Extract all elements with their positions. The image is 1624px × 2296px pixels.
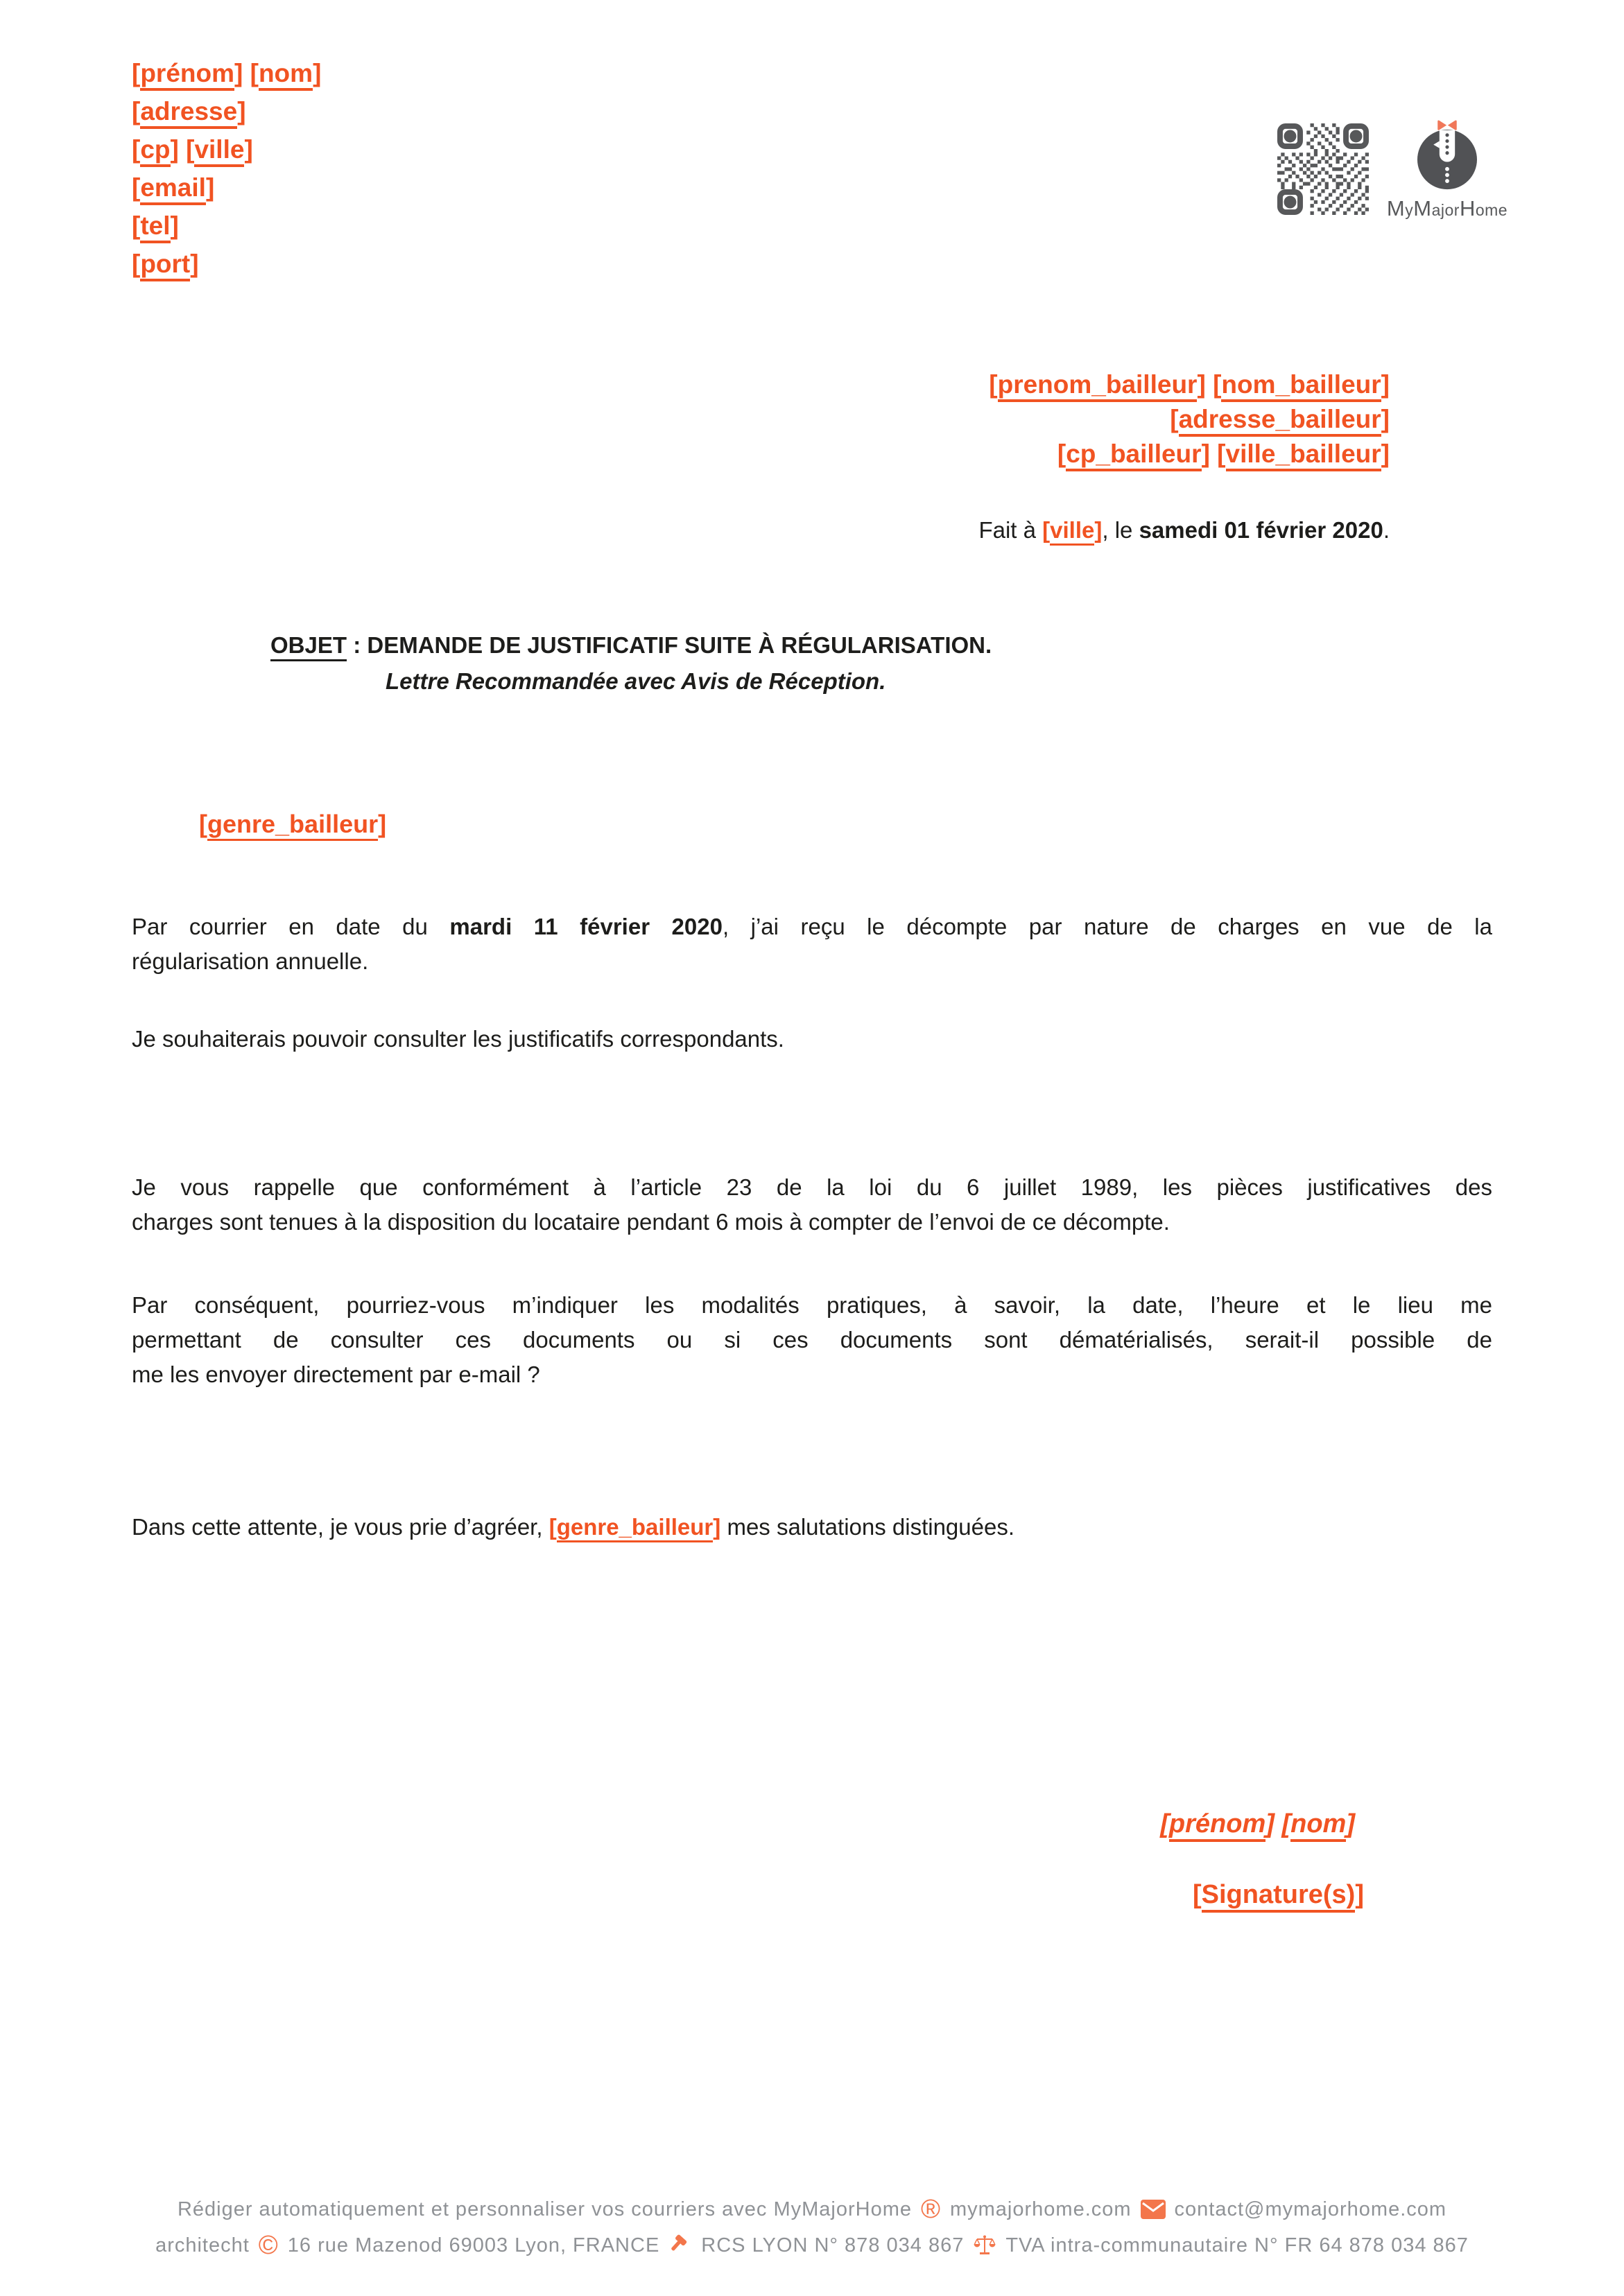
sender-name-line xyxy=(132,54,1492,92)
footer-rcs-number: RCS LYON N° 878 034 867 xyxy=(701,2234,965,2256)
placeholder-nom-bailleur: [nom_bailleur] xyxy=(1213,370,1390,402)
wordmark-letter: ome xyxy=(1475,201,1508,219)
placeholder-ville-bailleur: [ville_bailleur] xyxy=(1217,440,1390,471)
footer-tva-number: TVA intra-communautaire N° FR 64 878 034 867 xyxy=(1005,2234,1469,2256)
sender-port-line xyxy=(132,245,1492,283)
placeholder-cp: [cp] xyxy=(132,135,179,167)
placeholder-prenom: [prénom] xyxy=(132,59,243,91)
placeholder-nom: [nom] xyxy=(1281,1809,1355,1842)
registered-icon: ® xyxy=(920,2195,941,2224)
wordmark-letter: H xyxy=(1459,196,1476,220)
placeholder-genre-bailleur: [genre_bailleur] xyxy=(199,810,386,841)
footer-line-2 xyxy=(132,2232,1492,2259)
footer-company-name: architecht xyxy=(155,2234,250,2256)
date-suffix: . xyxy=(1383,517,1390,543)
page-footer xyxy=(132,2196,1492,2259)
placeholder-ville: [ville] xyxy=(186,135,253,167)
paragraph-line: charges sont tenues à la disposition du locataire pendant 6 mois à compter de l’envoi de ce décompte. xyxy=(132,1209,1170,1235)
paragraph-line: Par courrier en date du mardi 11 février 2020, j’ai reçu le décompte par nature de charges en vue de la xyxy=(132,914,1492,939)
wordmark-letter: M xyxy=(1413,196,1432,220)
paragraph-line: Par conséquent, pourriez-vous m’indiquer les modalités pratiques, à savoir, la date, l’heure et le lieu me xyxy=(132,1292,1492,1318)
paragraph-line: me les envoyer directement par e-mail ? xyxy=(132,1362,540,1387)
signature-name-line xyxy=(132,1805,1492,1843)
paragraph-modalites xyxy=(132,1288,1492,1392)
placeholder-genre-bailleur: [genre_bailleur] xyxy=(549,1514,721,1542)
placeholder-adresse-bailleur: [adresse_bailleur] xyxy=(1170,405,1390,437)
date-value: samedi 01 février 2020 xyxy=(1139,517,1383,543)
placeholder-prenom-bailleur: [prenom_bailleur] xyxy=(989,370,1206,402)
signature-label-line xyxy=(132,1876,1492,1913)
greeting-line xyxy=(132,807,1492,842)
subject-subtitle: Lettre Recommandée avec Avis de Réception. xyxy=(386,668,886,694)
placeholder-port: [port] xyxy=(132,250,199,281)
paragraph-line: régularisation annuelle. xyxy=(132,948,369,974)
subject-line xyxy=(270,627,1492,663)
paragraph-line: Je vous rappelle que conformément à l’article 23 de la loi du 6 juillet 1989, les pièces justificatives des xyxy=(132,1174,1492,1200)
placeholder-tel: [tel] xyxy=(132,211,179,243)
date-line xyxy=(132,513,1492,548)
recipient-address-line xyxy=(132,402,1390,437)
closing-line: Dans cette attente, je vous prie d’agréer, [genre_bailleur] mes salutations distinguées. xyxy=(132,1510,1492,1545)
placeholder-cp-bailleur: [cp_bailleur] xyxy=(1057,440,1210,471)
scales-icon xyxy=(973,2234,996,2257)
recipient-city-line xyxy=(132,437,1390,471)
email-link[interactable]: contact@mymajorhome.com xyxy=(1174,2198,1447,2220)
envelope-icon xyxy=(1141,2200,1166,2219)
subject-label: OBJET xyxy=(270,632,347,661)
qr-code-icon xyxy=(1277,123,1369,215)
paragraph-line: permettant de consulter ces documents ou si ces documents sont dématérialisés, serait-il possible de xyxy=(132,1327,1492,1353)
footer-line-1 xyxy=(132,2196,1492,2223)
wordmark-letter: ajor xyxy=(1431,201,1460,219)
placeholder-adresse: [adresse] xyxy=(132,97,246,129)
placeholder-signature: [Signature(s)] xyxy=(1193,1880,1364,1913)
mymajorhome-logo xyxy=(1376,116,1519,221)
brand-header xyxy=(1277,116,1519,221)
bold-date: mardi 11 février 2020 xyxy=(449,914,723,939)
wordmark-letter: y xyxy=(1405,201,1414,219)
recipient-address-block xyxy=(132,367,1492,471)
subject-block xyxy=(132,627,1492,699)
wordmark-letter: M xyxy=(1386,196,1406,220)
placeholder-prenom: [prénom] xyxy=(1160,1809,1275,1842)
website-link[interactable]: mymajorhome.com xyxy=(949,2198,1132,2220)
subject-separator: : xyxy=(347,632,368,658)
brand-wordmark xyxy=(1387,196,1508,221)
paragraph-souhait: Je souhaiterais pouvoir consulter les justificatifs correspondants. xyxy=(132,1026,784,1052)
copyright-icon: © xyxy=(258,2231,279,2260)
date-prefix: Fait à xyxy=(978,517,1043,543)
placeholder-email: [email] xyxy=(132,173,214,205)
paragraph-courrier xyxy=(132,910,1492,979)
placeholder-nom: [nom] xyxy=(250,59,322,91)
paragraph-rappel-loi xyxy=(132,1170,1492,1240)
subject-title: DEMANDE DE JUSTIFICATIF SUITE À RÉGULARISATION. xyxy=(367,632,992,658)
placeholder-ville: [ville] xyxy=(1042,517,1102,546)
tuxedo-logo-icon xyxy=(1417,116,1477,191)
recipient-name-line xyxy=(132,367,1390,402)
date-middle: , le xyxy=(1102,517,1139,543)
footer-company-address: 16 rue Mazenod 69003 Lyon, FRANCE xyxy=(287,2234,660,2256)
gavel-icon xyxy=(668,2234,692,2257)
footer-tagline: Rédiger automatiquement et personnaliser vos courriers avec MyMajorHome xyxy=(177,2198,912,2220)
